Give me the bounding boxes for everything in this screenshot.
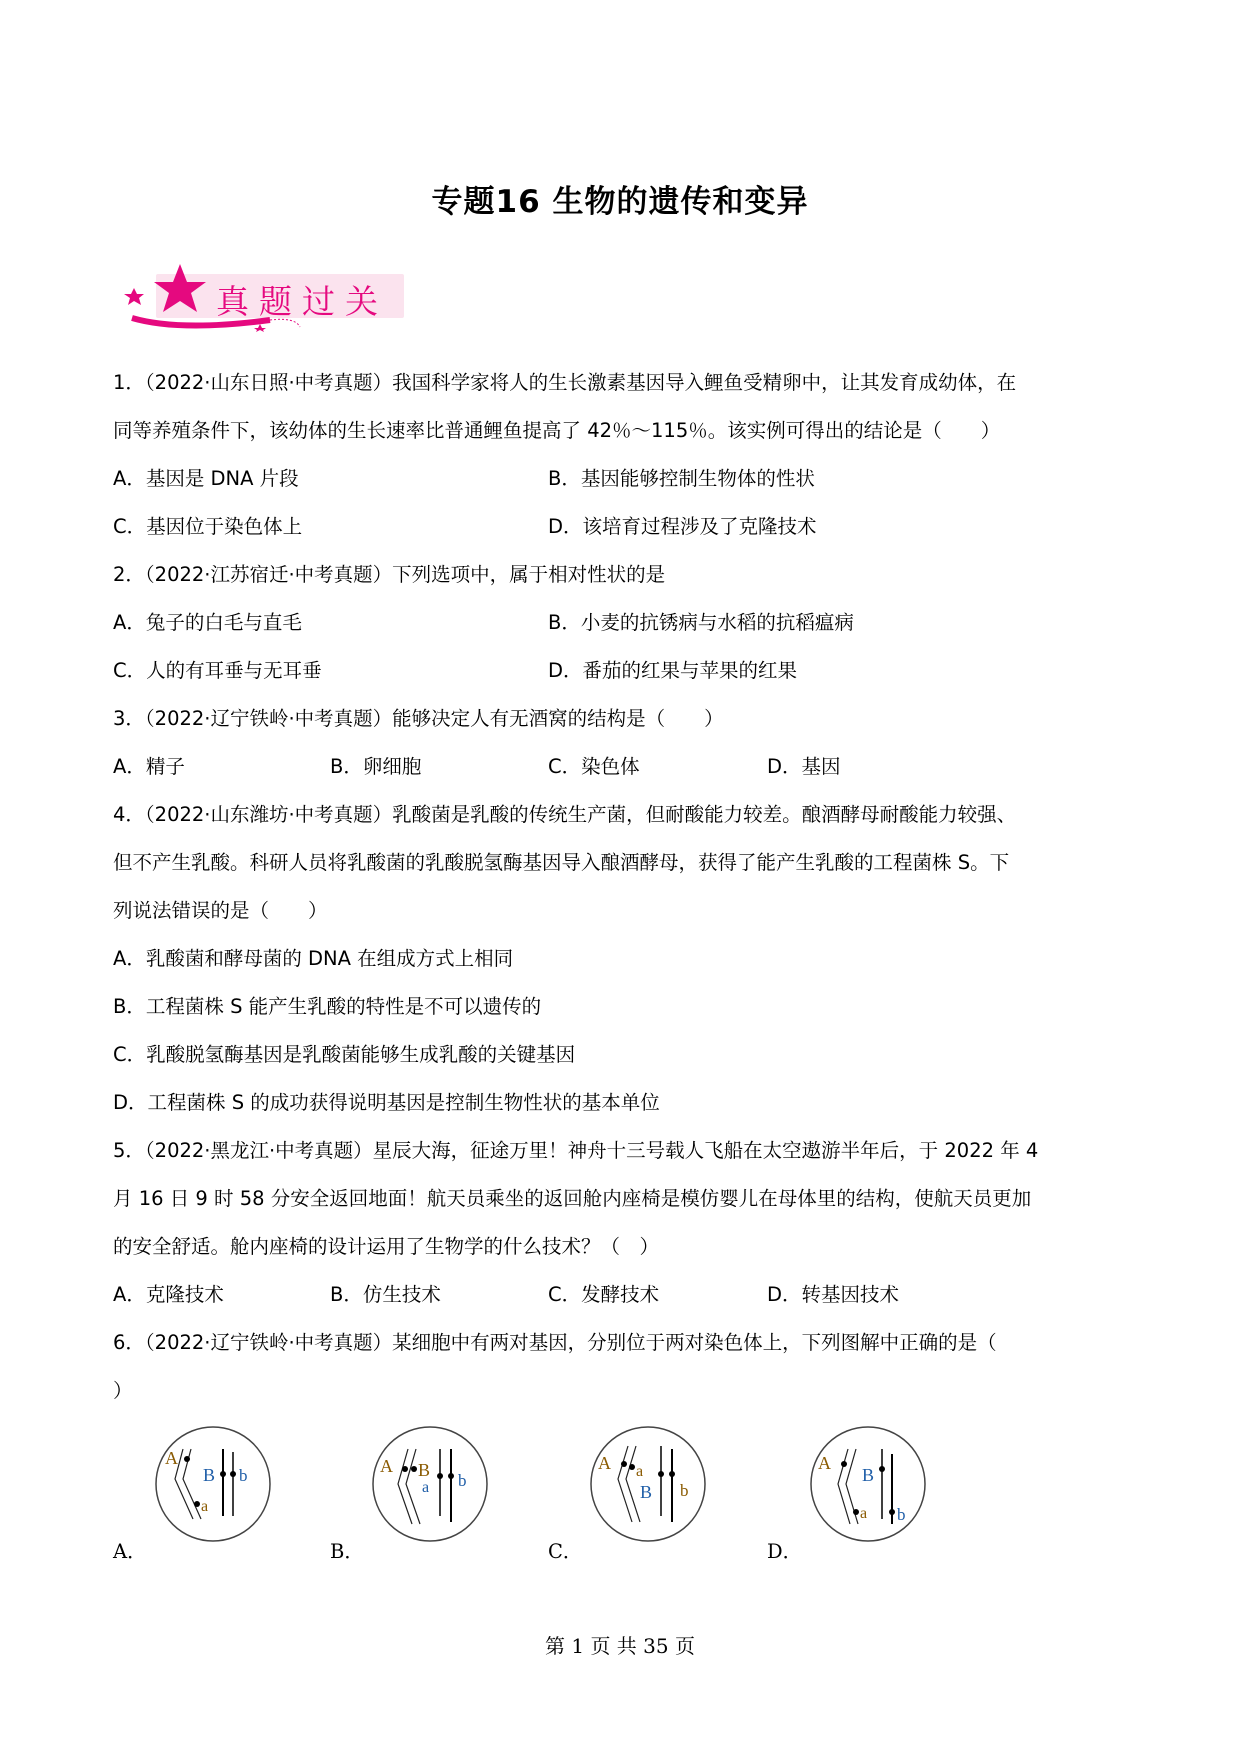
q3-option-c[interactable]: C．染色体 — [548, 755, 640, 778]
svg-text:A: A — [380, 1456, 393, 1476]
q6-option-a-label[interactable]: A． — [113, 1540, 147, 1563]
q4-option-a[interactable]: A．乳酸菌和酵母菌的 DNA 在组成方式上相同 — [113, 947, 514, 970]
svg-text:b: b — [680, 1481, 689, 1500]
svg-text:a: a — [422, 1479, 430, 1496]
q1-option-d[interactable]: D．该培育过程涉及了克隆技术 — [548, 515, 817, 538]
svg-text:a: a — [636, 1463, 644, 1480]
question-4-line-1: 4．（2022·山东潍坊·中考真题）乳酸菌是乳酸的传统生产菌，但耐酸能力较差。酿酒酵母耐酸能力较强、 — [113, 803, 1017, 826]
cell-diagram-c[interactable] — [588, 1424, 708, 1544]
q4-option-b[interactable]: B．工程菌株 S 能产生乳酸的特性是不可以遗传的 — [113, 995, 542, 1018]
question-1-line-2: 同等养殖条件下，该幼体的生长速率比普通鲤鱼提高了 42％～115％。该实例可得出的结论是（ ） — [113, 419, 1001, 442]
q6-option-c-label[interactable]: C． — [548, 1540, 583, 1563]
svg-text:b: b — [458, 1471, 467, 1490]
q3-option-a[interactable]: A．精子 — [113, 755, 185, 778]
q2-option-c[interactable]: C．人的有耳垂与无耳垂 — [113, 659, 322, 682]
page-footer: 第 1 页 共 35 页 — [545, 1634, 695, 1658]
q6-option-d-label[interactable]: D． — [767, 1540, 803, 1563]
question-2-line-1: 2．（2022·江苏宿迁·中考真题）下列选项中，属于相对性状的是 — [113, 563, 666, 586]
q6-option-b-label[interactable]: B． — [330, 1540, 364, 1563]
question-4-line-2: 但不产生乳酸。科研人员将乳酸菌的乳酸脱氢酶基因导入酿酒酵母，获得了能产生乳酸的工程菌株 S。下 — [113, 851, 1010, 874]
q5-option-a[interactable]: A．克隆技术 — [113, 1283, 224, 1306]
q2-option-a[interactable]: A．兔子的白毛与直毛 — [113, 611, 302, 634]
question-1-line-1: 1．（2022·山东日照·中考真题）我国科学家将人的生长激素基因导入鲤鱼受精卵中，让其发育成幼体，在 — [113, 371, 1017, 394]
svg-text:B: B — [640, 1482, 653, 1502]
svg-text:B: B — [418, 1460, 431, 1480]
question-6-line-2: ） — [113, 1379, 133, 1402]
question-3-line-1: 3．（2022·辽宁铁岭·中考真题）能够决定人有无酒窝的结构是（ ） — [113, 707, 724, 730]
question-5-line-1: 5．（2022·黑龙江·中考真题）星辰大海，征途万里！神舟十三号载人飞船在太空遨游半年后，于 2022 年 4 — [113, 1139, 1039, 1162]
question-6-line-1: 6．（2022·辽宁铁岭·中考真题）某细胞中有两对基因，分别位于两对染色体上，下列图解中正确的是（ — [113, 1331, 997, 1354]
q2-option-b[interactable]: B．小麦的抗锈病与水稻的抗稻瘟病 — [548, 611, 854, 634]
q1-option-b[interactable]: B．基因能够控制生物体的性状 — [548, 467, 815, 490]
svg-text:b: b — [897, 1505, 906, 1524]
section-banner — [120, 262, 406, 332]
q3-option-b[interactable]: B．卵细胞 — [330, 755, 422, 778]
q4-option-c[interactable]: C．乳酸脱氢酶基因是乳酸菌能够生成乳酸的关键基因 — [113, 1043, 576, 1066]
question-4-line-3: 列说法错误的是（ ） — [113, 899, 328, 922]
q5-option-b[interactable]: B．仿生技术 — [330, 1283, 441, 1306]
svg-text:A: A — [598, 1453, 611, 1473]
q3-option-d[interactable]: D．基因 — [767, 755, 841, 778]
svg-text:B: B — [862, 1465, 875, 1485]
svg-text:a: a — [201, 1498, 209, 1515]
cell-diagram-b[interactable] — [370, 1424, 490, 1544]
document-title: 专题16 生物的遗传和变异 — [431, 184, 809, 220]
q2-option-d[interactable]: D．番茄的红果与苹果的红果 — [548, 659, 798, 682]
svg-text:b: b — [239, 1466, 248, 1485]
svg-text:B: B — [203, 1465, 216, 1485]
q1-option-c[interactable]: C．基因位于染色体上 — [113, 515, 303, 538]
q4-option-d[interactable]: D．工程菌株 S 的成功获得说明基因是控制生物性状的基本单位 — [113, 1091, 660, 1114]
svg-text:a: a — [860, 1505, 868, 1522]
svg-text:A: A — [818, 1453, 831, 1473]
question-5-line-3: 的安全舒适。舱内座椅的设计运用了生物学的什么技术？（ ） — [113, 1235, 660, 1258]
question-5-line-2: 月 16 日 9 时 58 分安全返回地面！航天员乘坐的返回舱内座椅是模仿婴儿在母体里的结构，使航天员更加 — [113, 1187, 1032, 1210]
cell-diagram-d[interactable] — [808, 1424, 928, 1544]
q1-option-a[interactable]: A．基因是 DNA 片段 — [113, 467, 299, 490]
q5-option-d[interactable]: D．转基因技术 — [767, 1283, 900, 1306]
cell-diagram-a[interactable] — [153, 1424, 273, 1544]
q5-option-c[interactable]: C．发酵技术 — [548, 1283, 660, 1306]
banner-label: 真题过关 — [216, 282, 388, 321]
svg-text:A: A — [165, 1448, 178, 1468]
